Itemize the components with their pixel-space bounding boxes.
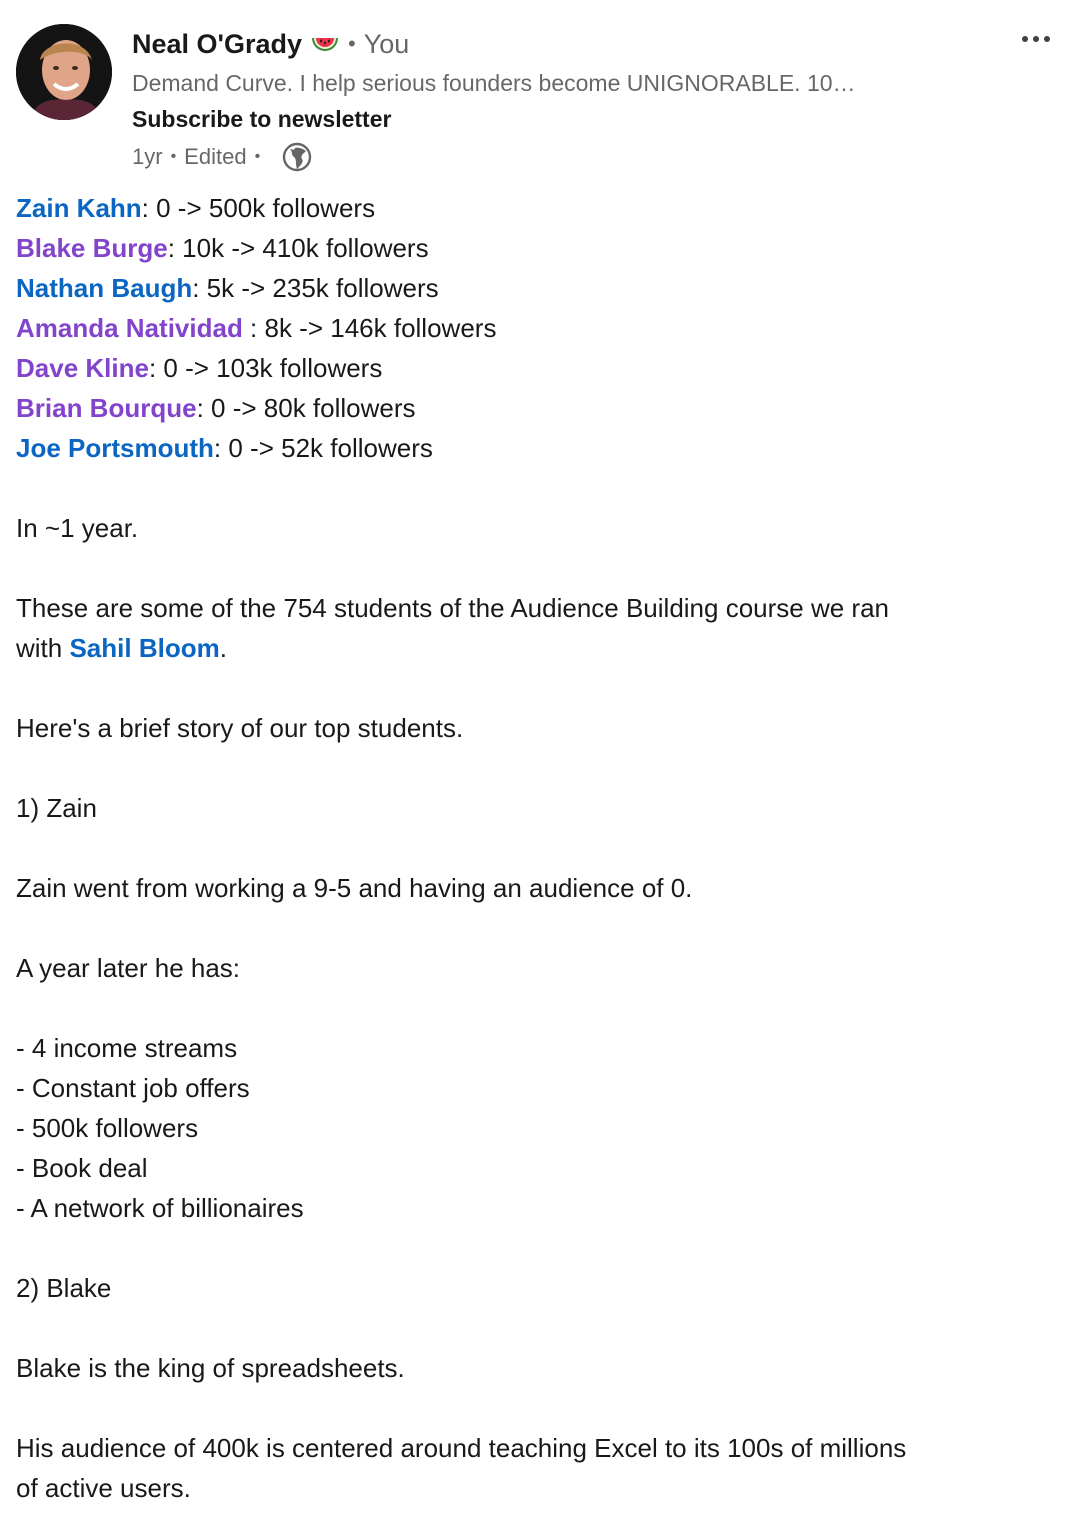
post-time: 1yr [132, 144, 163, 169]
mention-joe-portsmouth[interactable]: Joe Portsmouth [16, 433, 214, 463]
blank-line [16, 748, 1036, 788]
stat-line [16, 428, 1036, 468]
author-name-row [132, 22, 1012, 66]
stat-text: : 10k -> 410k followers [167, 233, 429, 263]
paragraph-text: with [16, 633, 70, 663]
paragraph [16, 628, 1036, 668]
paragraph-text: . [219, 633, 227, 663]
edited-label: Edited [184, 144, 247, 169]
paragraph: In ~1 year. [16, 513, 139, 543]
avatar[interactable] [16, 24, 112, 120]
blank-line [16, 1228, 1036, 1268]
blank-line [16, 468, 1036, 508]
stat-text: : 0 -> 103k followers [148, 353, 383, 383]
stat-text: : 0 -> 52k followers [213, 433, 433, 463]
paragraph: of active users. [16, 1473, 191, 1503]
stat-text: : 8k -> 146k followers [242, 313, 497, 343]
blank-line [16, 988, 1036, 1028]
stat-line [16, 388, 1036, 428]
blank-line [16, 668, 1036, 708]
post-header [16, 22, 1056, 172]
mention-blake-burge[interactable]: Blake Burge [16, 233, 168, 263]
stat-text: : 5k -> 235k followers [192, 273, 439, 303]
globe-icon [282, 142, 312, 172]
blank-line [16, 548, 1036, 588]
list-item: - Book deal [16, 1153, 148, 1183]
mention-amanda-natividad[interactable]: Amanda Natividad [16, 313, 243, 343]
blank-line [16, 908, 1036, 948]
post-time-row [132, 138, 1012, 176]
watermelon-icon [310, 32, 340, 56]
paragraph: Blake is the king of spreadsheets. [16, 1353, 405, 1383]
list-item: - A network of billionaires [16, 1193, 304, 1223]
stat-text: : 0 -> 500k followers [141, 193, 376, 223]
paragraph: Zain went from working a 9-5 and having an audience of 0. [16, 873, 693, 903]
mention-dave-kline[interactable]: Dave Kline [16, 353, 149, 383]
stat-line [16, 188, 1036, 228]
stat-line [16, 348, 1036, 388]
blank-line [16, 1308, 1036, 1348]
section-heading: 1) Zain [16, 793, 97, 823]
mention-nathan-baugh[interactable]: Nathan Baugh [16, 273, 193, 303]
stat-line [16, 268, 1036, 308]
paragraph: A year later he has: [16, 953, 241, 983]
paragraph: Here's a brief story of our top students. [16, 713, 464, 743]
blank-line [16, 828, 1036, 868]
avatar-photo [16, 24, 112, 120]
list-item: - Constant job offers [16, 1073, 250, 1103]
author-headline: Demand Curve. I help serious founders become UNIGNORABLE. 10… [132, 70, 856, 96]
separator-dot: • [348, 31, 356, 56]
subscribe-newsletter-link[interactable]: Subscribe to newsletter [132, 106, 392, 132]
separator-dot: • [254, 148, 261, 165]
author-name[interactable]: Neal O'Grady [132, 28, 302, 59]
ellipsis-icon [1021, 35, 1051, 43]
stat-line [16, 308, 1036, 348]
post-body [16, 188, 1036, 1508]
paragraph: These are some of the 754 students of the Audience Building course we ran [16, 593, 889, 623]
paragraph: His audience of 400k is centered around teaching Excel to its 100s of millions [16, 1433, 907, 1463]
stat-text: : 0 -> 80k followers [196, 393, 416, 423]
section-heading: 2) Blake [16, 1273, 112, 1303]
mention-sahil-bloom[interactable]: Sahil Bloom [69, 633, 220, 663]
blank-line [16, 1388, 1036, 1428]
more-options-button[interactable] [1016, 24, 1056, 54]
separator-dot: • [170, 148, 177, 165]
stat-line [16, 228, 1036, 268]
list-item: - 4 income streams [16, 1033, 238, 1063]
mention-zain-kahn[interactable]: Zain Kahn [16, 193, 142, 223]
author-meta [132, 22, 1012, 176]
relation-label: You [363, 28, 410, 59]
mention-brian-bourque[interactable]: Brian Bourque [16, 393, 197, 423]
list-item: - 500k followers [16, 1113, 199, 1143]
